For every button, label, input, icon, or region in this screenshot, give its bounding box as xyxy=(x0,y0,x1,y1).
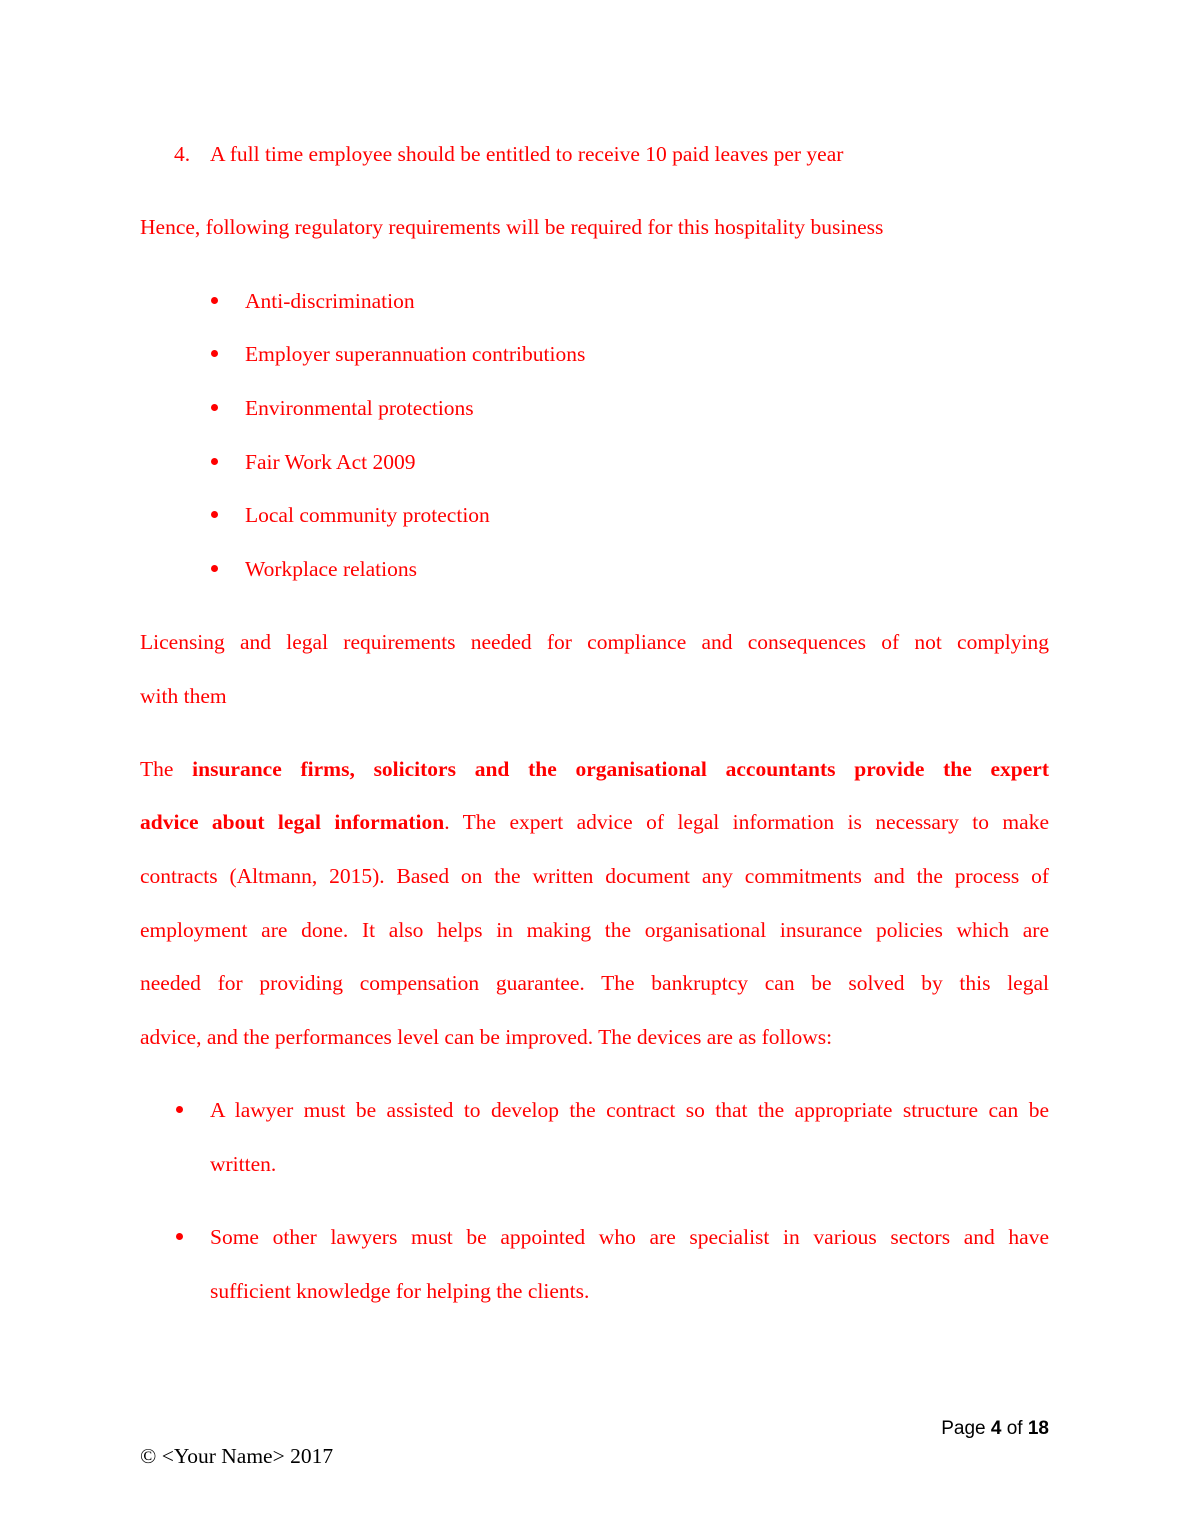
current-page: 4 xyxy=(990,1418,1002,1439)
list-item: A lawyer must be assisted to develop the contract so that the appropriate structure can be xyxy=(210,1098,1049,1122)
bullet-icon xyxy=(211,565,218,572)
page-label: Page xyxy=(941,1418,991,1439)
page-number xyxy=(941,1418,1049,1440)
paragraph-line: needed for providing compensation guarantee. The bankruptcy can be solved by this legal xyxy=(140,971,1049,995)
paragraph-text: . The expert advice of legal information is necessary to make xyxy=(444,810,1049,834)
section-heading-line: with them xyxy=(140,684,227,708)
bullet-icon xyxy=(211,350,218,357)
intro-paragraph: Hence, following regulatory requirements will be required for this hospitality business xyxy=(140,215,884,239)
list-item: Workplace relations xyxy=(245,557,417,581)
list-item: Environmental protections xyxy=(245,396,474,420)
bullet-icon xyxy=(211,511,218,518)
list-item: Local community protection xyxy=(245,503,490,527)
paragraph-text: The xyxy=(140,757,193,781)
copyright-notice xyxy=(140,1444,333,1469)
list-item-continuation: written. xyxy=(210,1152,277,1176)
bullet-icon xyxy=(176,1106,183,1113)
bullet-icon xyxy=(211,404,218,411)
numbered-item-text: A full time employee should be entitled to receive 10 paid leaves per year xyxy=(210,142,844,166)
bullet-icon xyxy=(176,1233,183,1240)
list-item: Anti-discrimination xyxy=(245,289,415,313)
of-label: of xyxy=(1001,1418,1028,1439)
list-item: Some other lawyers must be appointed who are specialist in various sectors and have xyxy=(210,1225,1049,1249)
copyright-icon: © xyxy=(140,1444,157,1468)
paragraph-line: employment are done. It also helps in making the organisational insurance policies which are xyxy=(140,918,1049,942)
copyright-text: <Your Name> 2017 xyxy=(156,1444,334,1468)
section-heading-line: Licensing and legal requirements needed for compliance and consequences of not complying xyxy=(140,630,1049,654)
paragraph-line xyxy=(140,810,1049,834)
list-item: Employer superannuation contributions xyxy=(245,342,586,366)
total-pages: 18 xyxy=(1027,1418,1049,1439)
paragraph-line xyxy=(140,757,1049,781)
paragraph-line: contracts (Altmann, 2015). Based on the written document any commitments and the process of xyxy=(140,864,1049,888)
list-number: 4. xyxy=(174,142,191,166)
list-item-continuation: sufficient knowledge for helping the clients. xyxy=(210,1279,590,1303)
bullet-icon xyxy=(211,297,218,304)
list-item: Fair Work Act 2009 xyxy=(245,450,416,474)
paragraph-line: advice, and the performances level can be improved. The devices are as follows: xyxy=(140,1025,833,1049)
bullet-icon xyxy=(211,458,218,465)
paragraph-bold-text: advice about legal information xyxy=(140,810,445,834)
paragraph-bold-text: insurance firms, solicitors and the organisational accountants provide the expert xyxy=(192,757,1049,781)
